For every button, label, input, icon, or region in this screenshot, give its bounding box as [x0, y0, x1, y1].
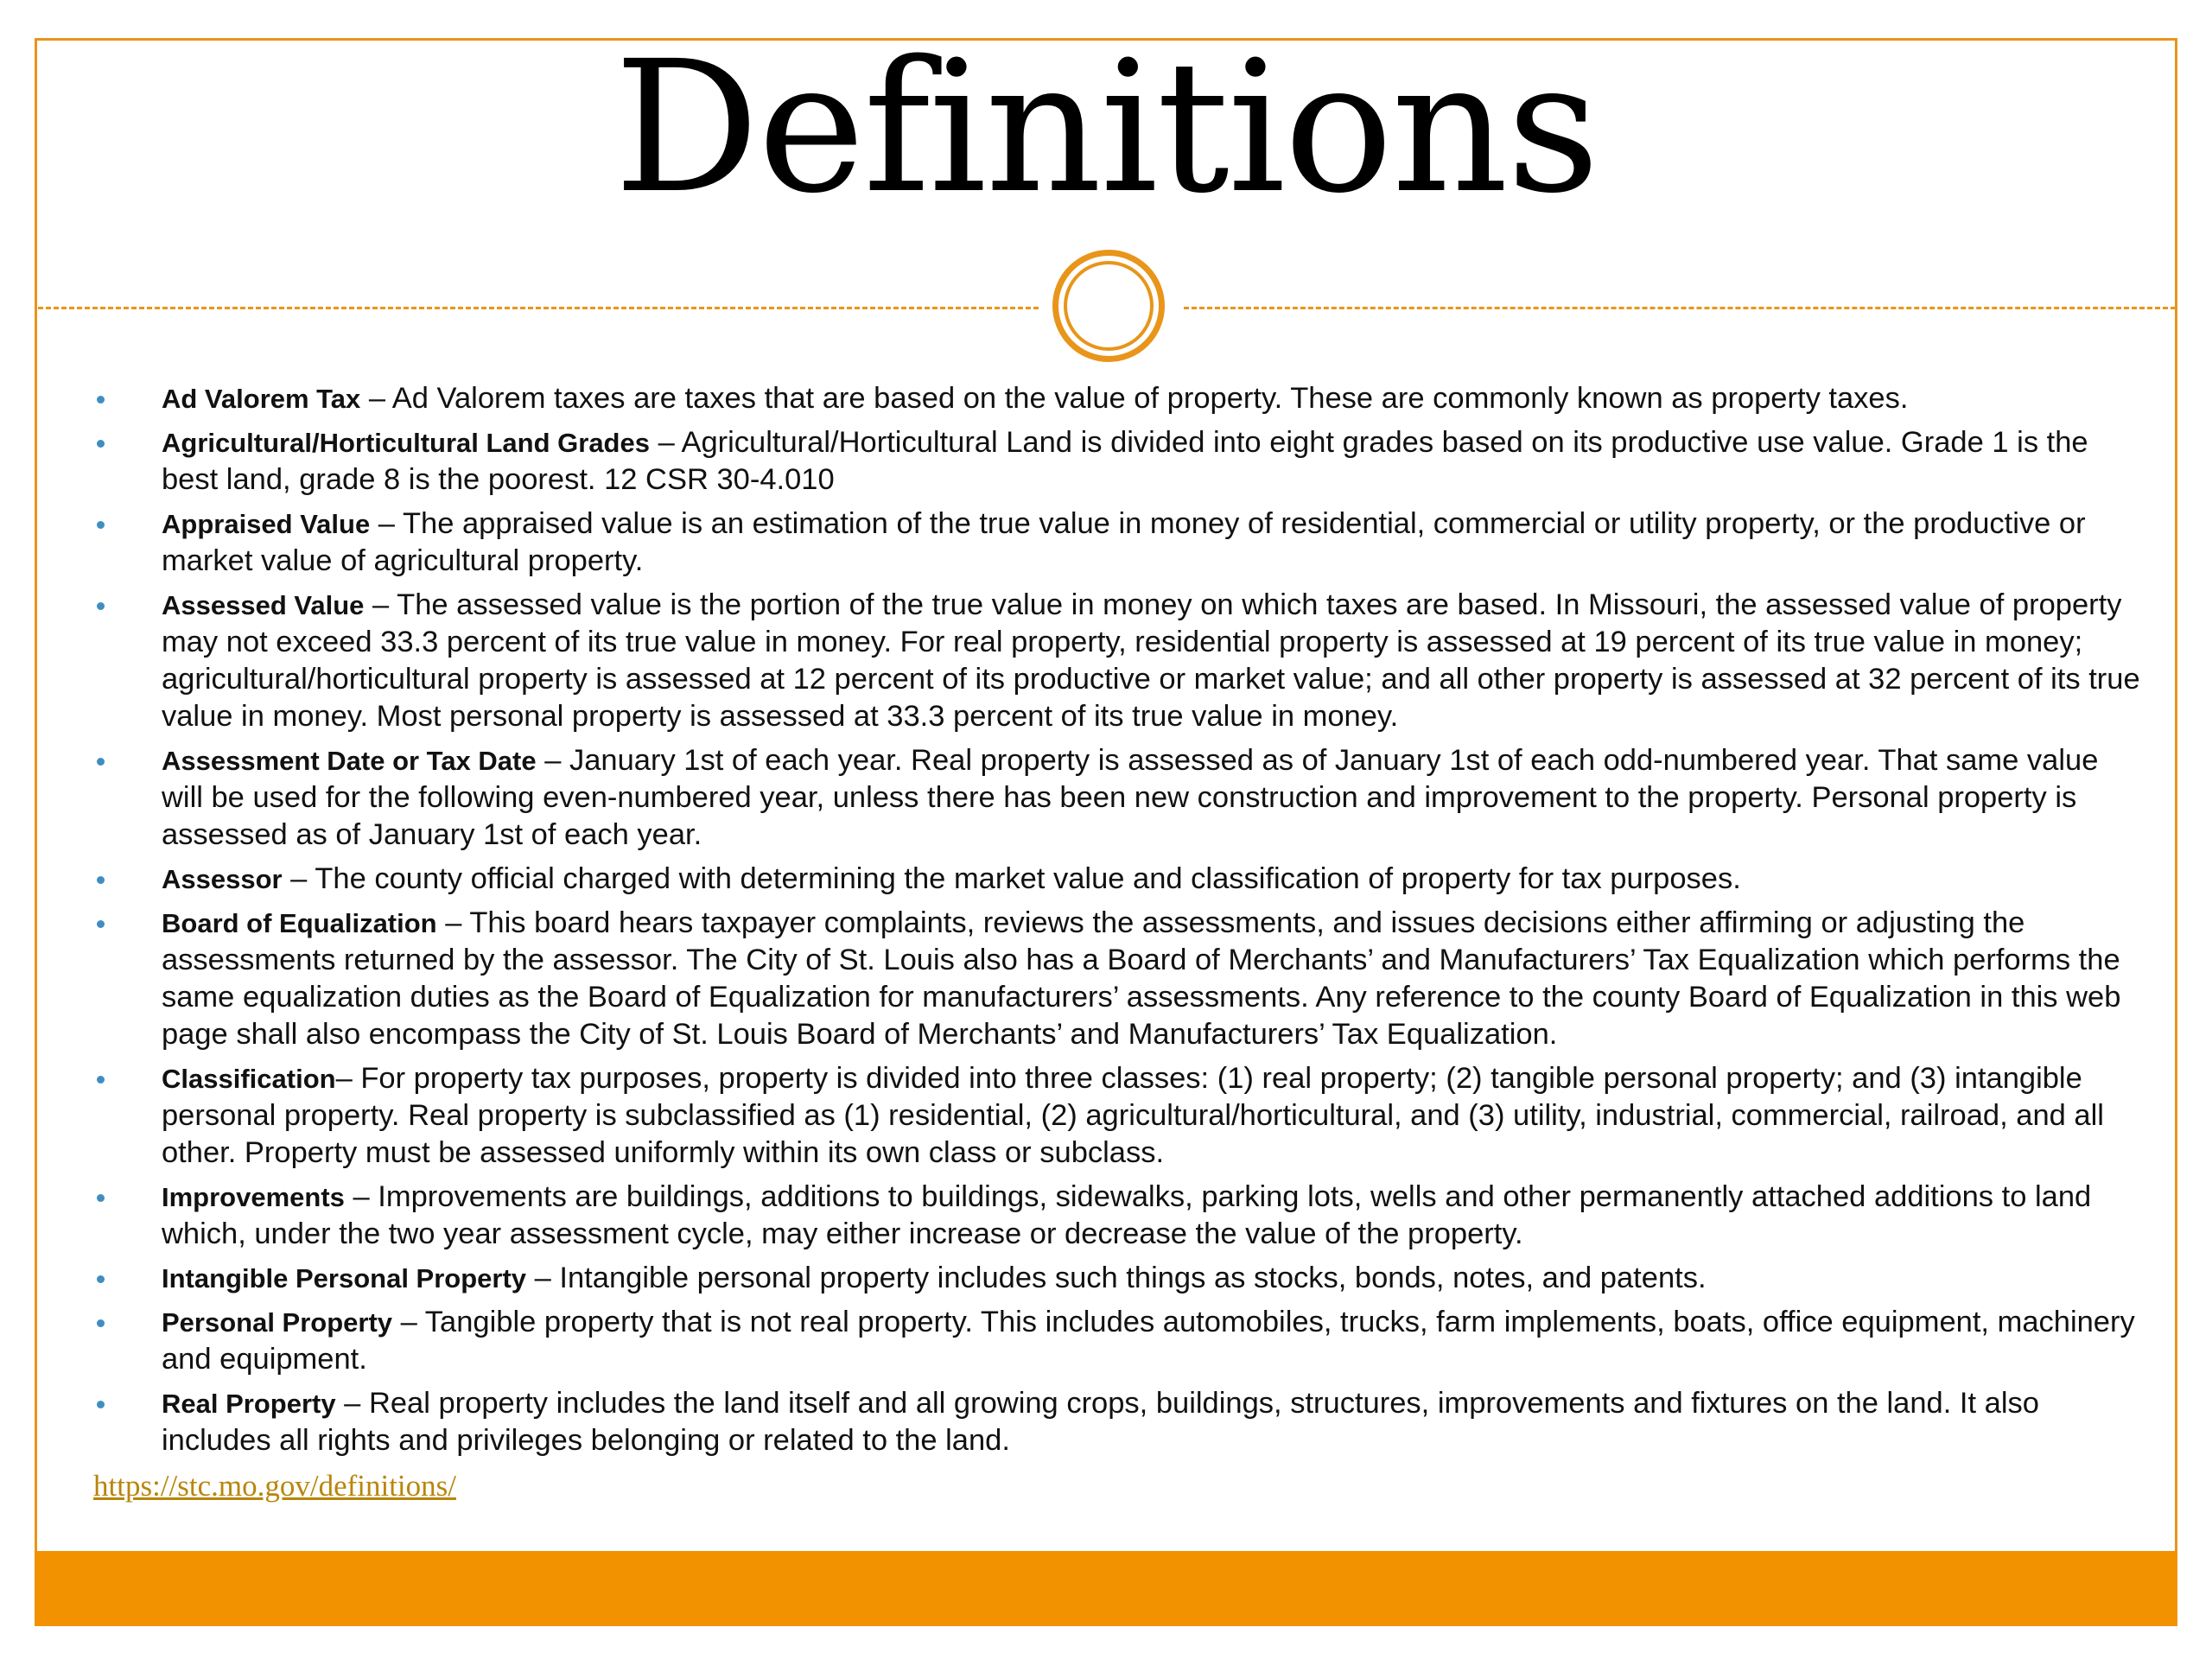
- definition-separator: –: [282, 862, 315, 895]
- definition-term: Real Property: [162, 1389, 336, 1419]
- bullet-icon: [97, 1401, 105, 1408]
- definition-item: [90, 1385, 2146, 1459]
- bullet-icon: [97, 876, 105, 884]
- definition-text: The appraised value is an estimation of the true value in money of residential, commercial or utility property, or the productive or market value of agricultural property.: [162, 507, 2086, 577]
- definition-item: [90, 1260, 2146, 1297]
- definition-term: Personal Property: [162, 1307, 393, 1338]
- definition-term: Ad Valorem Tax: [162, 384, 361, 414]
- definition-item: [90, 1179, 2146, 1253]
- definition-separator: –: [335, 1062, 361, 1095]
- definition-term: Agricultural/Horticultural Land Grades: [162, 428, 650, 458]
- source-link[interactable]: https://stc.mo.gov/definitions/: [93, 1469, 456, 1503]
- definition-term: Appraised Value: [162, 509, 371, 539]
- definition-term: Board of Equalization: [162, 908, 437, 938]
- definition-separator: –: [370, 507, 403, 540]
- slide-title: Definitions: [613, 22, 1599, 233]
- bullet-icon: [97, 1275, 105, 1283]
- definition-item: [90, 1304, 2146, 1378]
- definition-separator: –: [344, 1180, 378, 1213]
- bullet-icon: [97, 920, 105, 928]
- definition-text: Agricultural/Horticultural Land is divided into eight grades based on its productive use value. Grade 1 is the best land, grade 8 is the poorest. 12 CSR 30-4.010: [162, 426, 2088, 496]
- circle-ornament-icon: [1052, 250, 1165, 362]
- definition-item: [90, 861, 2146, 898]
- bullet-icon: [97, 1194, 105, 1202]
- definition-text: Tangible property that is not real property. This includes automobiles, trucks, farm implements, boats, office equipment, machinery and equipment.: [162, 1306, 2135, 1376]
- definition-text: January 1st of each year. Real property is assessed as of January 1st of each odd-numbered year. That same value will be used for the following even-numbered year, unless there has been new construction and improvement to the property. Personal property is assessed as of January 1st of each year.: [162, 744, 2099, 851]
- definition-separator: –: [392, 1306, 425, 1338]
- definition-text: Improvements are buildings, additions to buildings, sidewalks, parking lots, wells and other permanently attached additions to land which, under the two year assessment cycle, may either increase or decrease the value of the property.: [162, 1180, 2092, 1250]
- bullet-icon: [97, 1319, 105, 1327]
- bullet-icon: [97, 1076, 105, 1084]
- definition-term: Assessor: [162, 864, 283, 894]
- bullet-icon: [97, 396, 105, 404]
- footer-bar: [35, 1551, 2177, 1626]
- bullet-icon: [97, 521, 105, 529]
- definition-term: Assessed Value: [162, 590, 365, 620]
- definition-item: [90, 380, 2146, 417]
- definition-text: Intangible personal property includes such things as stocks, bonds, notes, and patents.: [559, 1262, 1707, 1294]
- definition-text: For property tax purposes, property is divided into three classes: (1) real property; (2) tangible personal property; and (3) intangible personal property. Real property is subclassified as (1) residential, (2) agricultural/horticultural, and (3) utility, industrial, commercial, railroad, and all other. Property must be assessed uniformly within its own class or subclass.: [162, 1062, 2104, 1169]
- definition-separator: –: [649, 426, 682, 459]
- definition-separator: –: [526, 1262, 560, 1294]
- definition-term: Classification: [162, 1064, 336, 1094]
- definition-text: This board hears taxpayer complaints, reviews the assessments, and issues decisions either affirming or adjusting the assessments returned by the assessor. The City of St. Louis also has a Board of Merchants’ and Manufacturers’ Tax Equalization which performs the same equalization duties as the Board of Equalization for manufacturers’ assessments. Any reference to the county Board of Equalization in this web page shall also encompass the City of St. Louis Board of Merchants’ and Manufacturers’ Tax Equalization.: [162, 906, 2121, 1051]
- definition-separator: –: [360, 382, 392, 415]
- bullet-icon: [97, 440, 105, 448]
- definition-separator: –: [364, 588, 397, 621]
- definition-item: [90, 1060, 2146, 1172]
- definition-item: [90, 505, 2146, 580]
- bullet-icon: [97, 602, 105, 610]
- title-divider-right: [1184, 307, 2176, 309]
- definition-term: Assessment Date or Tax Date: [162, 746, 537, 776]
- bullet-icon: [97, 758, 105, 766]
- definitions-list: [90, 380, 2146, 1466]
- definition-separator: –: [436, 906, 470, 939]
- definition-term: Improvements: [162, 1182, 345, 1212]
- definition-text: Real property includes the land itself and all growing crops, buildings, structures, improvements and fixtures on the land. It also includes all rights and privileges belonging or related to the land.: [162, 1387, 2039, 1457]
- title-divider-left: [38, 307, 1039, 309]
- definition-term: Intangible Personal Property: [162, 1263, 527, 1294]
- definition-text: The county official charged with determining the market value and classification of property for tax purposes.: [315, 862, 1741, 895]
- definition-item: [90, 587, 2146, 735]
- definition-item: [90, 742, 2146, 854]
- definition-text: The assessed value is the portion of the true value in money on which taxes are based. In Missouri, the assessed value of property may not exceed 33.3 percent of its true value in money. For real property, residential property is assessed at 19 percent of its true value in money; agricultural/horticultural property is assessed at 12 percent of its productive or market value; and all other property is assessed at 32 percent of its true value in money. Most personal property is assessed at 33.3 percent of its true value in money.: [162, 588, 2140, 733]
- definition-separator: –: [335, 1387, 369, 1420]
- definition-item: [90, 424, 2146, 499]
- definition-text: Ad Valorem taxes are taxes that are based on the value of property. These are commonly known as property taxes.: [391, 382, 1909, 415]
- definition-separator: –: [536, 744, 569, 777]
- definition-item: [90, 905, 2146, 1053]
